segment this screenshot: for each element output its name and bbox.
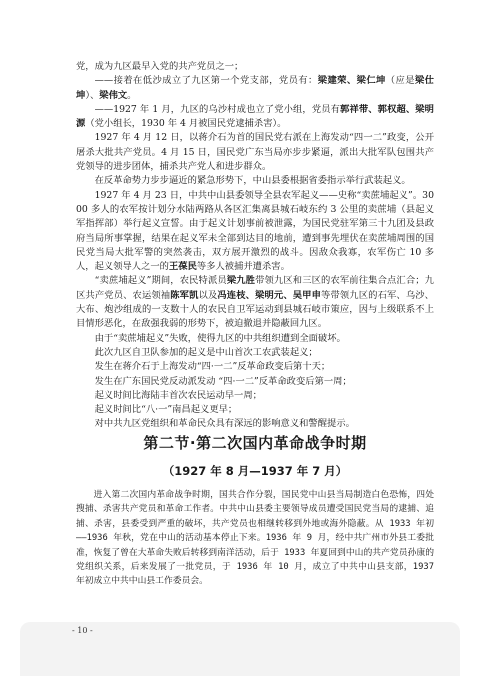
paragraph-text: 对中共九区党组织和革命民众具有深远的影响意义和警醒提示。 [94, 418, 355, 430]
top-paragraph [76, 103, 434, 132]
top-paragraph [76, 174, 434, 188]
bold-name-text: 陈军凯 [170, 289, 199, 301]
bold-name-text: 梁伟文 [99, 89, 128, 101]
bold-name-text: 郭祥带、郭权超、梁明源 [76, 103, 434, 130]
bold-name-text: 梁建荣、梁仁坤 [317, 75, 386, 87]
paragraph-text: 以及 [198, 289, 218, 301]
paragraph-text: 在反革命势力步步逼近的紧急形势下，中山县委根据省委指示举行武装起义。 [94, 175, 411, 187]
paragraph-text: 等带领九区的石军、乌沙、大布、炮沙组成的一支数十人的农民自卫军运动到县城石岐市策应，因与上级联系不上目情形恶化，在敌强我弱的形势下，被迫撤退并隐蔽回九区。 [76, 289, 434, 330]
top-paragraph [76, 346, 434, 360]
paragraph-text: 党，成为九区最早入党的共产党员之一； [76, 61, 244, 72]
top-paragraph [76, 360, 434, 374]
body-text-top [76, 60, 434, 432]
bold-name-text: 梁仕坤 [76, 75, 434, 101]
top-paragraph [76, 389, 434, 403]
paragraph-text: 1927 年 4 月 12 日，以蒋介石为首的国民党右派在上海发动“四一二”政变，公开屠杀大批共产党员。4 月 15 日，国民党广东当局亦步步紧逼，派出大批军队包围共产党领导的进步团体，捕杀共产党人和进步群众。 [76, 132, 434, 173]
paragraph-text: 1927 年 4 月 23 日，中共中山县委领导全县农军起义——史称“卖蔗埔起义”。3000 多人的农军按计划分水陆两路从各区汇集离县城石岐东约 3 公里的卖蔗埔（县起义军指挥部）举行起义宣誓。由于起义计划事前被泄露，为国民党驻军第三十九团及县政府当局所事掌握，结果在起义军未全部到达目的地前，遭到事先埋伏在卖蔗埔周围的国民党当局大批军警的突然袭击，双方展开激烈的战斗。因敌众我寡，农军伤亡 10 多人，起义领导人之一的 [76, 189, 434, 273]
bold-name-text: 冯连枝、梁明元、吴甲申 [217, 289, 322, 301]
paragraph-text: ——1927 年 1 月，九区的乌沙村成也立了党小组，党员有 [94, 103, 341, 115]
top-paragraph [76, 332, 434, 346]
paragraph-text: “卖蔗埔起义”期间，农民特派员 [94, 275, 227, 287]
paragraph-text: ——接着在低沙成立了九区第一个党支部，党员有： [94, 75, 318, 87]
page-number: - 10 - [72, 626, 93, 635]
paragraph-text: 起义时间比“八·一”南昌起义更早； [94, 404, 238, 416]
paragraph-text: （党小组长，1930 年 4 月被国民党逮捕杀害）。 [85, 118, 287, 130]
top-paragraph [76, 74, 434, 103]
bold-name-text: 王葆民 [168, 261, 197, 273]
paragraph-text: 发生在蒋介石于上海发动“四·一二”反革命政变后第十天； [94, 361, 331, 373]
top-paragraph [76, 60, 434, 74]
paragraph-text: ）、 [85, 89, 100, 101]
paragraph-text: 发生在广东国民党反动派发动 “四·一二”反革命政变后第一周； [94, 375, 352, 387]
top-paragraph [76, 189, 434, 275]
paragraph-text: 带领九区和三区的农军前往集合点汇合；九区共产党员、农运领袖 [76, 275, 434, 301]
paragraph-text: 。 [127, 89, 137, 101]
body-text-bottom [76, 488, 434, 589]
bottom-paragraph [76, 488, 434, 589]
bold-name-text: 梁九胜 [226, 275, 256, 287]
paragraph-text: 进入第二次国内革命战争时期，国共合作分裂，国民党中山县当局制造白色恐怖，四处搜捕、杀害共产党员和革命工作者。中共中山县委主要领导成员遭受国民党当局的逮捕、追捕、杀害，县委受到严重的破坏，共产党员也相继转移到外地或海外隐蔽。从 1933 年初——1936 年秋，党在中山的活动基本停止下来。1936 年 9 月，经中共广州市外县工委批准，恢复了曾在大革命失败后转移到南洋活动，后于 1933 年夏回到中山的共产党员孙康的党组织关系，后来发展了一批党员，于 1936 年 10 月，成立了中共中山县支部，1937 年初成立中共中山县工作委员会。 [76, 490, 434, 587]
top-paragraph [76, 417, 434, 431]
top-paragraph [76, 375, 434, 389]
top-paragraph [76, 274, 434, 331]
top-paragraph [76, 131, 434, 174]
paragraph-text: 由于“卖蔗埔起义”失败，使得九区的中共组织遭到全面破坏。 [94, 332, 346, 344]
paragraph-text: 等多人被捕并遭杀害。 [196, 261, 290, 273]
paragraph-text: 此次九区自卫队参加的起义是中山首次工农武装起义； [94, 346, 318, 358]
paragraph-text: （应是 [385, 75, 415, 87]
section-subtitle: （1927 年 8 月—1937 年 7 月） [162, 464, 348, 478]
section-title: 第二节·第二次国内革命战争时期 [143, 434, 367, 452]
paragraph-text: 起义时间比海陆丰首次农民运动早一周； [94, 389, 262, 401]
top-paragraph [76, 403, 434, 417]
